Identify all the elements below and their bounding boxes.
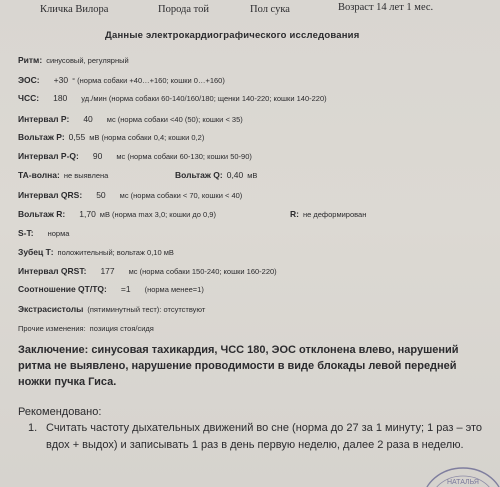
row-t-wave <box>18 243 174 259</box>
qrst-interval-label: Интервал QRST: <box>18 266 87 276</box>
row-eos <box>18 71 225 87</box>
qt-tq-norm: (норма менее=1) <box>144 285 204 294</box>
p-voltage-value: 0,55 <box>68 132 86 142</box>
row-p-interval <box>18 110 243 126</box>
extrasystoles-value: (пятиминутный тест): отсутствуют <box>87 305 206 314</box>
row-st <box>18 224 69 240</box>
p-interval-value: 40 <box>83 114 93 124</box>
extrasystoles-label: Экстрасистолы <box>18 304 84 314</box>
row-qrst-interval <box>18 262 277 278</box>
qrst-interval-value: 177 <box>100 266 115 276</box>
ta-wave-value: не выявлена <box>63 171 109 180</box>
hr-label: ЧСС: <box>18 93 40 103</box>
eos-label: ЭОС: <box>18 75 40 85</box>
row-qrs-interval <box>18 186 242 202</box>
q-voltage-value: 0,40 <box>226 170 244 180</box>
p-voltage-label: Вольтаж Р: <box>18 132 65 142</box>
row-hr <box>18 89 327 105</box>
row-rhythm <box>18 51 129 67</box>
conclusion-text: Заключение: синусовая тахикардия, ЧСС 180, ЭОС отклонена влево, нарушений ритма не выявлено, нарушение проводимости в виде блокады левой передней ножки пучка Гиса. <box>18 344 459 388</box>
header-sex: Пол сука <box>250 4 290 15</box>
header-age: Возраст 14 лет 1 мес. <box>338 2 434 13</box>
recommendation-item-1: Считать частоту дыхательных движений во сне (норма до 27 за 1 минуту; 1 раз – это вдох + выдох) и записывать 1 раз в день первую неделю, далее 2 раза в неделю. <box>46 422 483 451</box>
stamp-text: НАТАЛЬЯ <box>447 479 479 486</box>
row-p-voltage <box>18 128 204 144</box>
t-wave-label: Зубец Т: <box>18 247 54 257</box>
q-voltage-label: Вольтаж Q: <box>175 170 223 180</box>
ta-wave-label: ТА-волна: <box>18 170 60 180</box>
row-r-voltage <box>18 205 216 221</box>
pq-interval-norm: мс (норма собаки 60-130; кошки 50-90) <box>116 152 252 161</box>
r-voltage-norm: мВ (норма max 3,0; кошки до 0,9) <box>99 210 216 219</box>
row-other-changes <box>18 319 154 335</box>
t-wave-value: положительный; вольтаж 0,10 мВ <box>57 248 174 257</box>
other-changes-value: позиция стоя/сидя <box>89 324 154 333</box>
report-title: Данные электрокардиографического исследования <box>105 30 360 41</box>
qrs-interval-label: Интервал QRS: <box>18 190 83 200</box>
other-changes-label: Прочие изменения: <box>18 324 86 333</box>
row-pq-interval <box>18 147 252 163</box>
qt-tq-label: Соотношение QT/TQ: <box>18 284 107 294</box>
rhythm-value: синусовый, регулярный <box>46 56 129 65</box>
qt-tq-value: =1 <box>120 284 131 294</box>
hr-norm: уд./мин (норма собаки 60-140/160/180; щенки 140-220; кошки 140-220) <box>81 94 327 103</box>
eos-value: +30 <box>53 75 69 85</box>
qrs-interval-value: 50 <box>96 190 106 200</box>
q-voltage-unit: мВ <box>247 171 258 180</box>
pq-interval-label: Интервал P-Q: <box>18 151 79 161</box>
rhythm-label: Ритм: <box>18 55 43 65</box>
r-form-value: не деформирован <box>302 210 367 219</box>
qrst-interval-norm: мс (норма собаки 150-240; кошки 160-220) <box>128 267 277 276</box>
p-voltage-norm: мВ (норма собаки 0,4; кошки 0,2) <box>89 133 205 142</box>
r-form-label: R: <box>290 209 299 219</box>
row-r-form <box>290 205 366 221</box>
r-voltage-label: Вольтаж R: <box>18 209 66 219</box>
st-value: норма <box>47 229 70 238</box>
row-ta-wave <box>18 166 108 182</box>
row-qt-tq <box>18 280 204 296</box>
hr-value: 180 <box>53 93 68 103</box>
pq-interval-value: 90 <box>92 151 103 161</box>
eos-norm: ° (норма собаки +40…+160; кошки 0…+160) <box>72 76 225 85</box>
p-interval-label: Интервал Р: <box>18 114 70 124</box>
st-label: S-T: <box>18 228 34 238</box>
header-breed: Порода той <box>158 4 209 15</box>
row-extrasystoles <box>18 300 205 316</box>
header-nickname: Кличка Вилора <box>40 4 109 15</box>
p-interval-norm: мс (норма собаки <40 (50); кошки < 35) <box>106 115 243 124</box>
recommendation-item-number: 1. <box>28 422 38 434</box>
clinic-stamp <box>418 462 500 487</box>
row-q-voltage <box>175 166 257 182</box>
qrs-interval-norm: мс (норма собаки < 70, кошки < 40) <box>119 191 243 200</box>
recommendations-heading: Рекомендовано: <box>18 406 102 418</box>
r-voltage-value: 1,70 <box>79 209 96 219</box>
